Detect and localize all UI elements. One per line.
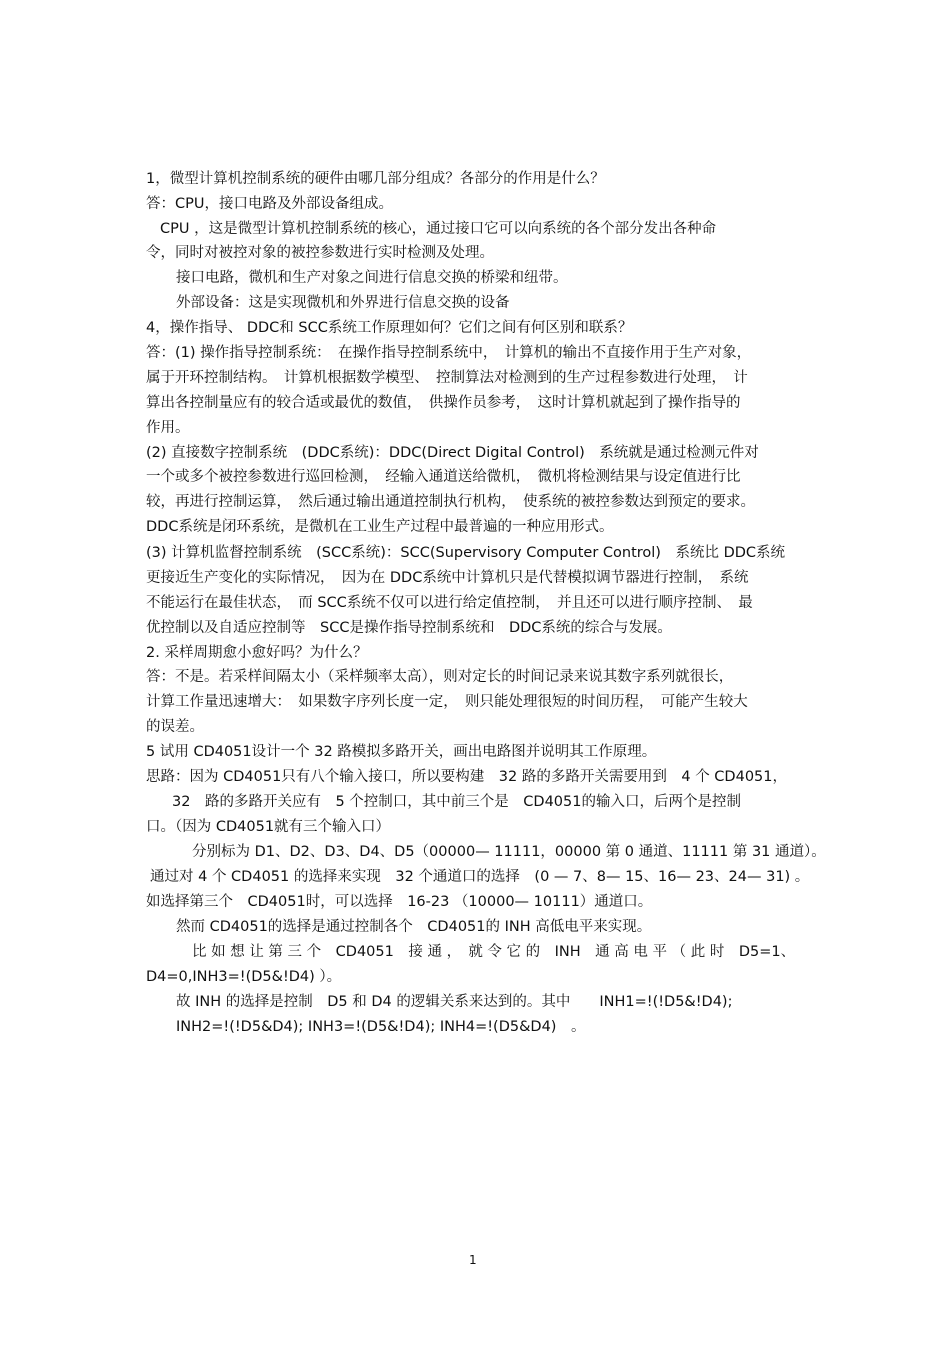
answer-5-line-4: 分别标为 D1、D2、D3、D4、D5（00000— 11111，00000 第 0 通道、11111 第 31 通道）。	[192, 844, 826, 860]
answer-4-line-6: 一个或多个被控参数进行巡回检测， 经输入通道送给微机， 微机将检测结果与设定值进行比	[146, 469, 741, 485]
answer-4-line-9: (3) 计算机监督控制系统 (SCC系统)：SCC(Supervisory Computer Control) 系统比 DDC系统	[146, 545, 786, 561]
question-2-heading: 2. 采样周期愈小愈好吗？为什么？	[146, 645, 368, 661]
answer-4-line-10: 更接近生产变化的实际情况， 因为在 DDC系统中计算机只是代替模拟调节器进行控制， 系统	[146, 570, 749, 586]
answer-4-line-7: 较，再进行控制运算， 然后通过输出通道控制执行机构， 使系统的被控参数达到预定的要求。	[146, 494, 755, 510]
answer-4-line-2: 属于开环控制结构。 计算机根据数学模型、 控制算法对检测到的生产过程参数进行处理， 计	[146, 370, 748, 386]
page-number: 1	[469, 1253, 477, 1267]
answer-2-line-2: 计算工作量迅速增大： 如果数字序列长度一定， 则只能处理很短的时间历程， 可能产生较大	[146, 694, 748, 710]
answer-5-line-10: 故 INH 的选择是控制 D5 和 D4 的逻辑关系来达到的。其中 INH1=!(!D5&!D4);	[176, 994, 733, 1010]
answer-5-line-1: 思路：因为 CD4051只有八个输入接口，所以要构建 32 路的多路开关需要用到 4 个 CD4051，	[146, 769, 787, 785]
answer-2-line-1: 答：不是。若采样间隔太小（采样频率太高），则对定长的时间记录来说其数字系列就很长，	[146, 669, 734, 685]
question-1-heading: 1，微型计算机控制系统的硬件由哪几部分组成？各部分的作用是什么？	[146, 171, 605, 187]
answer-5-line-2: 32 路的多路开关应有 5 个控制口，其中前三个是 CD4051的输入口，后两个是控制	[172, 794, 741, 810]
answer-4-line-1: 答：(1) 操作指导控制系统： 在操作指导控制系统中， 计算机的输出不直接作用于生产对象，	[146, 345, 752, 361]
answer-1-line-3: 令，同时对被控对象的被控参数进行实时检测及处理。	[146, 245, 494, 261]
answer-1-line-2: CPU ，这是微型计算机控制系统的核心，通过接口它可以向系统的各个部分发出各种命	[160, 221, 717, 237]
answer-5-line-6: 如选择第三个 CD4051时，可以选择 16-23 （10000— 10111）通道口。	[146, 894, 653, 910]
answer-4-line-4: 作用。	[146, 420, 190, 436]
question-5-heading: 5 试用 CD4051设计一个 32 路模拟多路开关，画出电路图并说明其工作原理。	[146, 744, 657, 760]
answer-5-line-5: 通过对 4 个 CD4051 的选择来实现 32 个通道口的选择 (0 — 7、8— 15、16— 23、24— 31) 。	[150, 869, 810, 885]
question-4-heading: 4，操作指导、 DDC和 SCC系统工作原理如何？它们之间有何区别和联系？	[146, 320, 633, 336]
answer-5-line-8: 比 如 想 让 第 三 个 CD4051 接 通 ， 就 令 它 的 INH 通 高 电 平 （ 此 时 D5=1、	[192, 944, 796, 960]
answer-5-line-7: 然而 CD4051的选择是通过控制各个 CD4051的 INH 高低电平来实现。	[176, 919, 652, 935]
answer-4-line-11: 不能运行在最佳状态， 而 SCC系统不仅可以进行给定值控制， 并且还可以进行顺序控制、 最	[146, 595, 753, 611]
answer-4-line-12: 优控制以及自适应控制等 SCC是操作指导控制系统和 DDC系统的综合与发展。	[146, 620, 672, 636]
answer-1-line-1: 答：CPU，接口电路及外部设备组成。	[146, 196, 393, 212]
answer-2-line-3: 的误差。	[146, 719, 204, 735]
answer-4-line-8: DDC系统是闭环系统，是微机在工业生产过程中最普遍的一种应用形式。	[146, 519, 614, 535]
answer-5-line-11: INH2=!(!D5&D4); INH3=!(D5&!D4); INH4=!(D5&D4) 。	[176, 1019, 586, 1035]
answer-4-line-5: (2) 直接数字控制系统 (DDC系统)：DDC(Direct Digital Control) 系统就是通过检测元件对	[146, 445, 759, 461]
answer-1-line-4: 接口电路，微机和生产对象之间进行信息交换的桥梁和纽带。	[176, 270, 568, 286]
answer-1-line-5: 外部设备：这是实现微机和外界进行信息交换的设备	[176, 295, 510, 311]
answer-5-line-9: D4=0,INH3=!(D5&!D4) ）。	[146, 969, 342, 985]
answer-4-line-3: 算出各控制量应有的较合适或最优的数值， 供操作员参考， 这时计算机就起到了操作指导的	[146, 395, 741, 411]
answer-5-line-3: 口。（因为 CD4051就有三个输入口）	[146, 819, 391, 835]
